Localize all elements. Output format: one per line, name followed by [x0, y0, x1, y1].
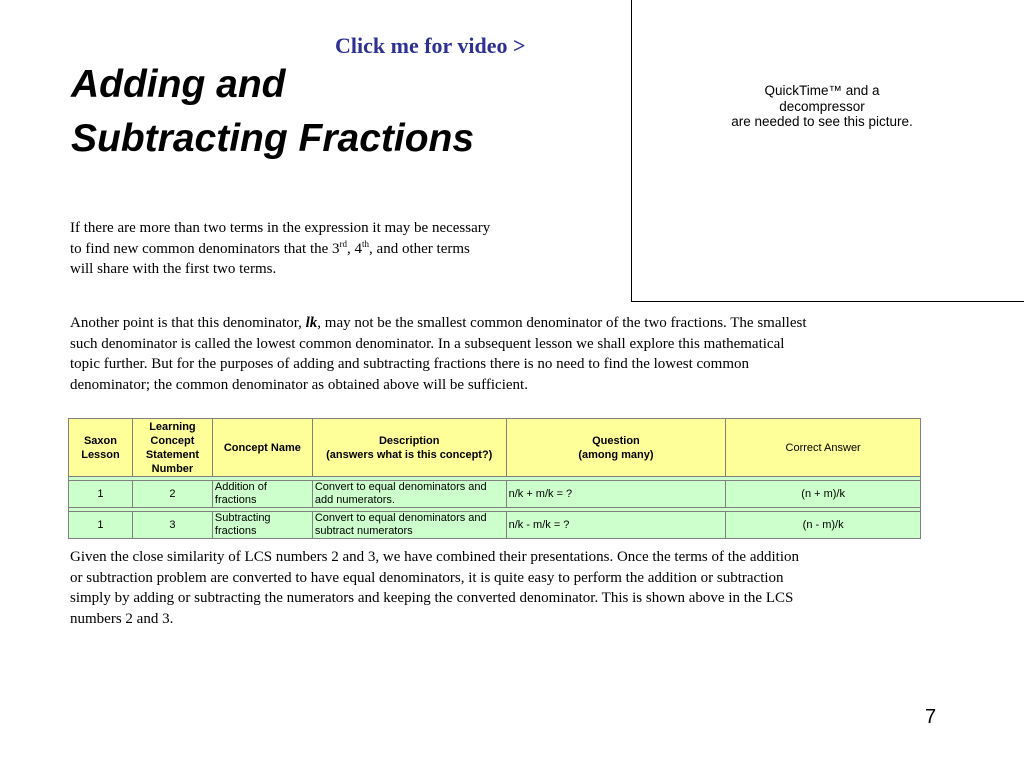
- header-text: Number: [151, 462, 194, 475]
- cell-lesson: 1: [69, 512, 133, 539]
- paragraph-line: If there are more than two terms in the expression it may be necessary: [70, 220, 491, 236]
- header-text: Statement: [145, 448, 200, 461]
- paragraph-line: or subtraction problem are converted to have equal denominators, it is quite easy to perform the addition or subtraction: [70, 569, 784, 586]
- text-segment: to find new common denominators that the 3: [70, 240, 340, 257]
- paragraph-lcs-summary: [70, 547, 799, 629]
- cell-concept: [212, 481, 312, 508]
- header-text: (answers what is this concept?): [326, 448, 493, 461]
- quicktime-line-1: QuickTime™ and a: [764, 83, 880, 98]
- cell-text: Convert to equal denominators and: [314, 512, 487, 524]
- cell-answer: (n + m)/k: [726, 481, 921, 508]
- paragraph-line: [70, 313, 807, 334]
- header-text: Question: [592, 434, 640, 447]
- slide-title: [71, 58, 474, 166]
- superscript: th: [362, 238, 370, 249]
- quicktime-message: [672, 83, 972, 130]
- cell-text: Convert to equal denominators and: [314, 481, 487, 493]
- header-lcs-number: [132, 419, 212, 477]
- text-segment: , may not be the smallest common denominator of the two fractions. The smallest: [317, 315, 807, 331]
- cell-text: subtract numerators: [314, 525, 413, 537]
- cell-text: fractions: [214, 525, 257, 537]
- page-number: 7: [925, 706, 937, 728]
- cell-description: [312, 481, 506, 508]
- cell-text: fractions: [214, 494, 257, 506]
- header-text: Learning: [149, 420, 196, 433]
- video-link[interactable]: Click me for video >: [335, 33, 526, 58]
- paragraph-line: numbers 2 and 3.: [70, 610, 174, 627]
- header-description: [312, 419, 506, 477]
- cell-lesson: 1: [69, 481, 133, 508]
- cell-text: Addition of: [214, 481, 267, 493]
- quicktime-line-2: decompressor: [779, 98, 865, 114]
- header-correct-answer: Correct Answer: [726, 419, 921, 477]
- header-text: Saxon: [83, 434, 117, 447]
- paragraph-line: such denominator is called the lowest common denominator. In a subsequent lesson we shall explore this mathematical: [70, 335, 785, 352]
- text-segment: Another point is that this denominator,: [70, 315, 306, 331]
- table-header-row: [69, 419, 921, 477]
- cell-lcs: 3: [132, 512, 212, 539]
- text-segment: , and other terms: [369, 240, 470, 257]
- header-text: Description: [378, 434, 440, 447]
- header-question: [506, 419, 726, 477]
- paragraph-line: will share with the first two terms.: [70, 261, 277, 277]
- header-concept-name: Concept Name: [212, 419, 312, 477]
- paragraph-line: Given the close similarity of LCS numbers 2 and 3, we have combined their presentations. Once the terms of the addition: [70, 549, 799, 565]
- title-line-2: Subtracting Fractions: [71, 117, 475, 160]
- paragraph-line: denominator; the common denominator as obtained above will be sufficient.: [70, 376, 528, 393]
- cell-answer: (n - m)/k: [726, 512, 921, 539]
- header-text: (among many): [578, 448, 654, 461]
- cell-text: Subtracting: [214, 512, 271, 524]
- cell-description: [312, 512, 506, 539]
- table-row: [69, 512, 921, 539]
- emphasis-lk: lk: [305, 315, 318, 331]
- paragraph-lowest-common-denominator: [70, 313, 807, 395]
- cell-question: n/k - m/k = ?: [506, 512, 726, 539]
- cell-question: n/k + m/k = ?: [506, 481, 726, 508]
- header-text: Lesson: [81, 448, 120, 461]
- header-text: Concept: [150, 434, 195, 447]
- lcs-table: [68, 418, 921, 539]
- paragraph-line: topic further. But for the purposes of adding and subtracting fractions there is no need to find the lowest common: [70, 356, 750, 372]
- cell-lcs: 2: [132, 481, 212, 508]
- table-row: [69, 481, 921, 508]
- paragraph-line: [70, 239, 490, 260]
- cell-concept: [212, 512, 312, 539]
- quicktime-placeholder[interactable]: [631, 0, 1024, 302]
- superscript: rd: [339, 238, 348, 249]
- quicktime-line-3: are needed to see this picture.: [731, 114, 913, 129]
- paragraph-line: simply by adding or subtracting the numerators and keeping the converted denominator. This is shown above in the LCS: [70, 590, 794, 606]
- text-segment: , 4: [347, 240, 363, 257]
- title-line-1: Adding and: [71, 63, 286, 106]
- paragraph-more-terms: [70, 218, 490, 280]
- header-saxon-lesson: [69, 419, 133, 477]
- cell-text: add numerators.: [314, 494, 395, 506]
